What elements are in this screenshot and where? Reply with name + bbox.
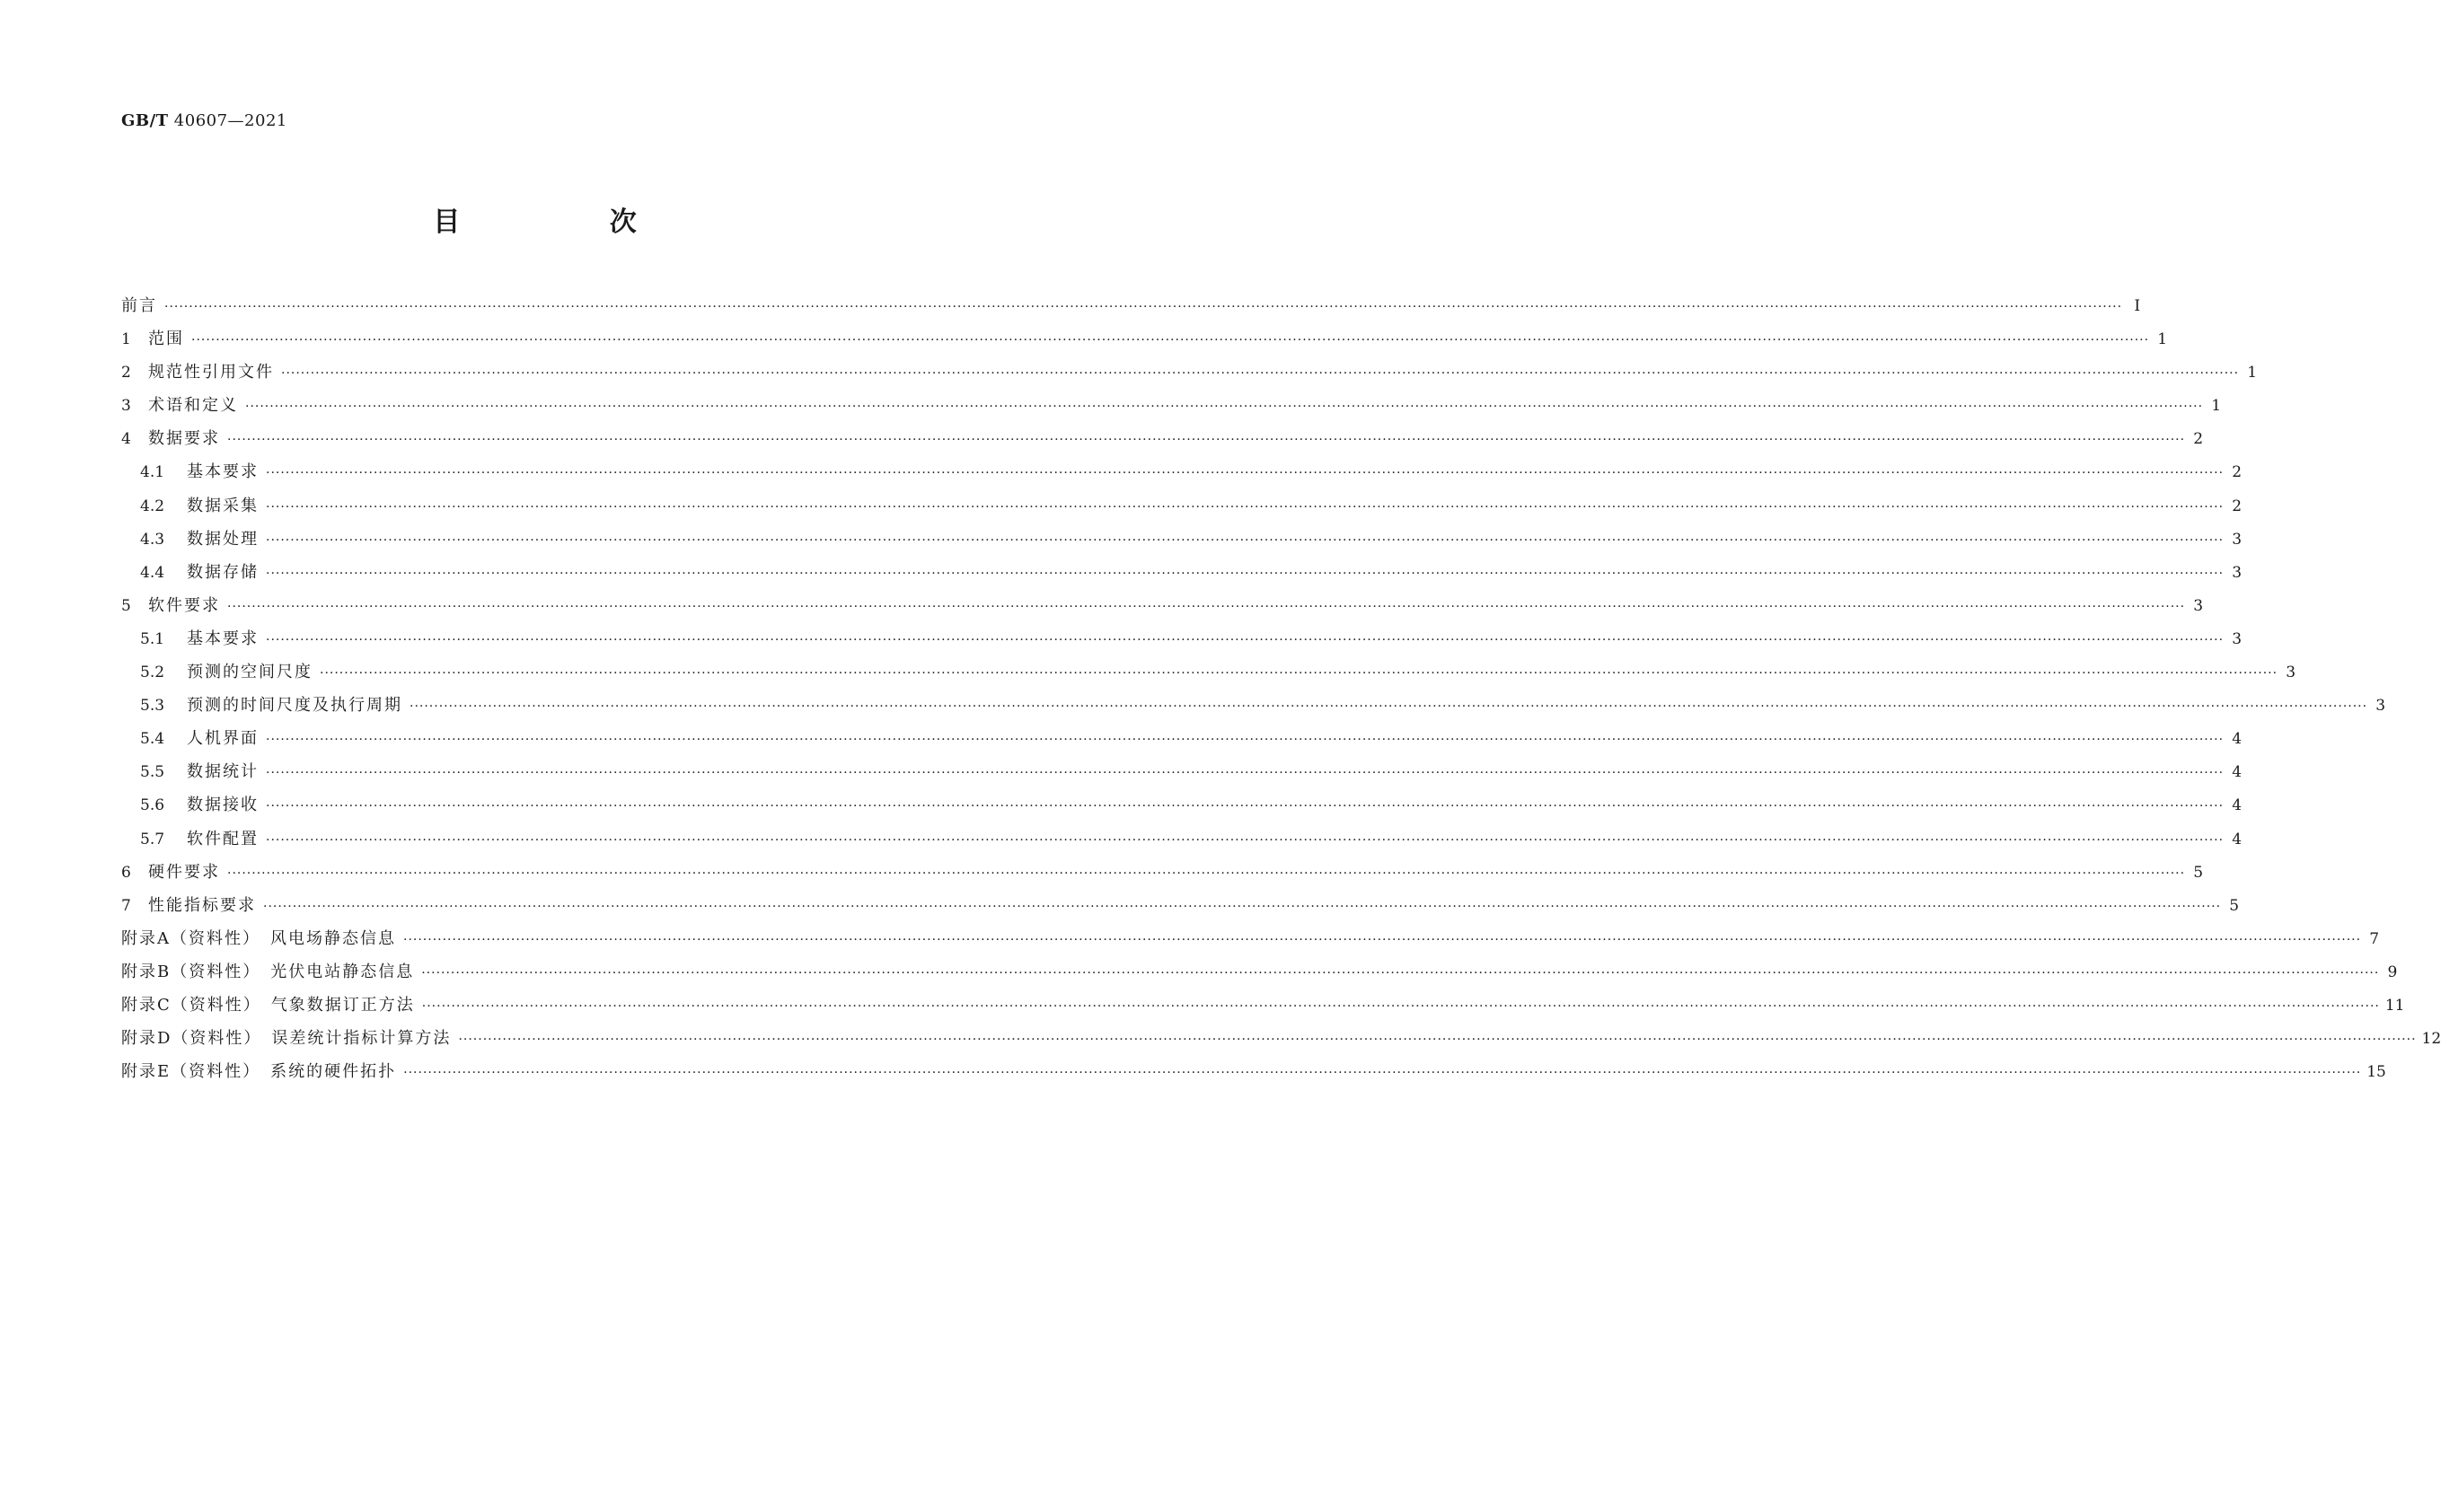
toc-entry-page: 12 xyxy=(2421,1030,2441,1049)
toc-entry-number: 5.7 xyxy=(140,830,165,848)
toc-entry-title: 数据处理 xyxy=(187,529,259,549)
dot-leader: ················································································································································································································································································································································································································ xyxy=(410,699,2368,715)
toc-entry-title: 规范性引用文件 xyxy=(148,363,274,382)
toc-entry[interactable] xyxy=(121,759,2243,792)
toc-entry-title: 软件要求 xyxy=(148,595,220,615)
dot-leader: ················································································································································································································································································································································································································ xyxy=(403,1066,2362,1081)
dot-leader: ················································································································································································································································································································································································································ xyxy=(421,965,2380,980)
toc-entry-number: 4.2 xyxy=(140,497,165,515)
toc-entry-title: 基本要求 xyxy=(187,629,259,648)
toc-entry-number: 7 xyxy=(121,896,131,915)
dot-leader: ················································································································································································································································································································································································································ xyxy=(281,366,2240,382)
toc-entry-number: 5.2 xyxy=(140,664,165,682)
toc-entry-number: 4.3 xyxy=(140,530,165,549)
toc-entry-number: 4.1 xyxy=(140,463,165,482)
dot-leader: ················································································································································································································································································································································································································ xyxy=(263,899,2222,914)
toc-entry-title: 软件配置 xyxy=(187,829,259,848)
toc-entry[interactable] xyxy=(121,992,2405,1025)
toc-entry-title: 前言 xyxy=(121,296,157,315)
toc-entry-number: 5.5 xyxy=(140,763,165,782)
toc-entry-title: 预测的时间尺度及执行周期 xyxy=(187,696,402,716)
dot-leader: ················································································································································································································································································································································································································ xyxy=(266,566,2225,581)
toc-entry[interactable] xyxy=(121,359,2258,392)
toc-entry-number: 3 xyxy=(121,397,131,416)
dot-leader: ················································································································································································································································································································································································································ xyxy=(191,333,2150,348)
toc-entry-page: Ⅰ xyxy=(2134,297,2141,315)
toc-entry[interactable] xyxy=(121,859,2204,892)
standard-code xyxy=(121,111,287,130)
toc-entry-title: 附录B（资料性） 光伏电站静态信息 xyxy=(121,962,415,981)
toc-entry-title: 术语和定义 xyxy=(148,396,238,416)
toc-entry[interactable] xyxy=(121,659,2296,692)
toc-entry-page: 4 xyxy=(2232,796,2243,815)
toc-entry-page: 4 xyxy=(2232,763,2243,782)
toc-entry[interactable] xyxy=(121,959,2398,992)
toc-entry-page: 3 xyxy=(2232,629,2243,648)
toc-entry-number: 5.1 xyxy=(140,629,165,648)
toc-entry-title: 基本要求 xyxy=(187,462,259,482)
toc-entry-page: 7 xyxy=(2369,929,2380,948)
page-title: 目 次 xyxy=(433,207,707,238)
toc-entry-title: 性能指标要求 xyxy=(148,895,256,915)
toc-entry-page: 3 xyxy=(2375,697,2386,716)
toc-entry[interactable] xyxy=(121,792,2243,825)
toc-entry-number: 1 xyxy=(121,330,131,349)
dot-leader: ················································································································································································································································································································································································································ xyxy=(266,733,2225,748)
toc-entry[interactable] xyxy=(121,725,2243,759)
dot-leader: ················································································································································································································································································································································································································ xyxy=(320,666,2278,681)
toc-entry-title: 附录C（资料性） 气象数据订正方法 xyxy=(121,995,415,1015)
dot-leader: ················································································································································································································································································································································································································ xyxy=(245,400,2204,415)
toc-entry-page: 2 xyxy=(2232,497,2243,515)
toc-entry-number: 5.3 xyxy=(140,697,165,716)
toc-entry[interactable] xyxy=(121,626,2243,659)
dot-leader: ················································································································································································································································································································································································································ xyxy=(266,832,2225,848)
toc-entry-title: 预测的空间尺度 xyxy=(187,663,313,682)
toc-entry-number: 5.6 xyxy=(140,796,165,815)
dot-leader: ················································································································································································································································································································································································································ xyxy=(227,866,2186,881)
toc-entry-page: 1 xyxy=(2211,397,2222,416)
toc-entry[interactable] xyxy=(121,926,2380,959)
toc-entry-number: 4 xyxy=(121,430,131,449)
dot-leader: ················································································································································································································································································································································································································ xyxy=(227,599,2186,614)
toc-entry[interactable] xyxy=(121,326,2168,359)
toc-entry-title: 附录E（资料性） 系统的硬件拓扑 xyxy=(121,1062,397,1082)
toc-entry-number: 2 xyxy=(121,364,131,382)
toc-entry-page: 9 xyxy=(2387,963,2398,981)
dot-leader: ················································································································································································································································································································································································································ xyxy=(266,466,2225,481)
toc-entry-page: 3 xyxy=(2232,563,2243,582)
toc-entry-page: 15 xyxy=(2366,1063,2386,1082)
dot-leader: ················································································································································································································································································································································································································ xyxy=(266,766,2225,781)
toc-entry-page: 5 xyxy=(2229,896,2240,915)
table-of-contents xyxy=(121,293,2441,1092)
toc-entry-title: 硬件要求 xyxy=(148,862,220,882)
dot-leader: ················································································································································································································································································································································································································ xyxy=(421,998,2380,1014)
standard-number: 40607—2021 xyxy=(173,111,287,130)
toc-entry-number: 5.4 xyxy=(140,730,165,749)
dot-leader: ················································································································································································································································································································································································································ xyxy=(266,499,2225,514)
toc-entry-title: 范围 xyxy=(148,330,184,349)
toc-entry-page: 3 xyxy=(2193,596,2204,615)
toc-entry-number: 6 xyxy=(121,863,131,882)
toc-entry-title: 附录A（资料性） 风电场静态信息 xyxy=(121,928,396,948)
toc-entry[interactable] xyxy=(121,493,2243,526)
dot-leader: ················································································································································································································································································································································································································ xyxy=(403,932,2362,947)
toc-entry-page: 1 xyxy=(2247,364,2258,382)
toc-entry-title: 数据统计 xyxy=(187,762,259,782)
dot-leader: ················································································································································································································································································································································································································ xyxy=(266,632,2225,647)
toc-entry-number: 4.4 xyxy=(140,563,165,582)
toc-entry-page: 4 xyxy=(2232,730,2243,749)
dot-leader: ················································································································································································································································································································································································································ xyxy=(458,1033,2417,1048)
toc-entry[interactable] xyxy=(121,426,2204,459)
toc-entry-title: 数据接收 xyxy=(187,796,259,815)
toc-entry-page: 2 xyxy=(2193,430,2204,449)
toc-entry-page: 2 xyxy=(2232,463,2243,482)
dot-leader: ················································································································································································································································································································································································································ xyxy=(266,532,2225,548)
toc-entry[interactable] xyxy=(121,692,2386,725)
toc-entry[interactable] xyxy=(121,526,2243,559)
standard-prefix: GB/T xyxy=(121,111,169,130)
toc-entry-number: 5 xyxy=(121,596,131,615)
toc-entry-title: 数据要求 xyxy=(148,429,220,449)
toc-entry[interactable] xyxy=(121,459,2243,492)
toc-entry[interactable] xyxy=(121,593,2204,626)
toc-entry[interactable] xyxy=(121,392,2222,426)
dot-leader: ················································································································································································································································································································································································································ xyxy=(227,433,2186,448)
toc-entry-title: 人机界面 xyxy=(187,729,259,749)
toc-entry-page: 1 xyxy=(2157,330,2168,349)
toc-entry[interactable] xyxy=(121,826,2243,859)
toc-entry-page: 3 xyxy=(2232,530,2243,549)
toc-entry-page: 3 xyxy=(2286,664,2296,682)
toc-entry[interactable] xyxy=(121,892,2240,926)
toc-entry-page: 4 xyxy=(2232,830,2243,848)
toc-entry[interactable] xyxy=(121,1025,2441,1059)
dot-leader: ················································································································································································································································································································································································································ xyxy=(266,799,2225,814)
toc-entry[interactable] xyxy=(121,1059,2386,1092)
toc-entry[interactable] xyxy=(121,293,2141,326)
toc-entry-title: 数据采集 xyxy=(187,496,259,515)
toc-entry-title: 数据存储 xyxy=(187,562,259,582)
dot-leader: ················································································································································································································································································································································································································ xyxy=(164,300,2123,314)
toc-entry-page: 11 xyxy=(2384,996,2405,1015)
toc-entry-page: 5 xyxy=(2193,863,2204,882)
toc-entry-title: 附录D（资料性） 误差统计指标计算方法 xyxy=(121,1029,452,1049)
toc-entry[interactable] xyxy=(121,559,2243,593)
